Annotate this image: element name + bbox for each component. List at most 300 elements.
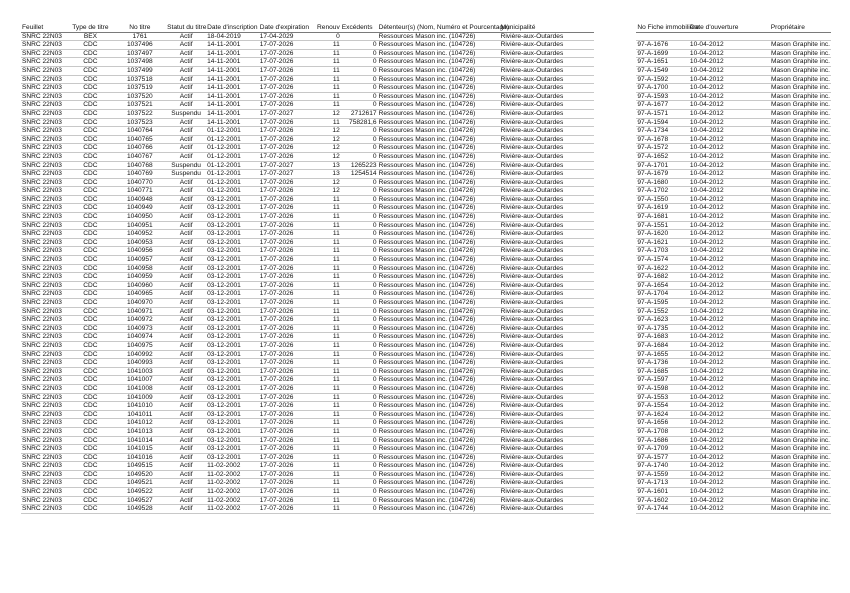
- cell-date-inscription[interactable]: 03-12-2001: [206, 324, 259, 333]
- cell-excedents[interactable]: 0: [341, 66, 378, 75]
- cell-renouv[interactable]: 11: [316, 367, 341, 376]
- cell-date-expiration[interactable]: 17-07-2026: [259, 427, 316, 436]
- cell-date-expiration[interactable]: 17-04-2029: [259, 32, 316, 41]
- cell-renouv[interactable]: 11: [316, 376, 341, 385]
- cell-statut[interactable]: Actif: [166, 299, 206, 308]
- cell-statut[interactable]: Actif: [166, 453, 206, 462]
- cell-proprietaire[interactable]: Mason Graphite inc.: [745, 187, 831, 196]
- cell-type[interactable]: CDC: [67, 453, 113, 462]
- cell-fiche[interactable]: 97-A-1713: [636, 479, 689, 488]
- cell-date-expiration[interactable]: 17-07-2026: [259, 49, 316, 58]
- cell-feuillet[interactable]: SNRC 22N03: [21, 247, 67, 256]
- cell-date-expiration[interactable]: 17-07-2026: [259, 92, 316, 101]
- cell-no-titre[interactable]: 1037496: [114, 41, 167, 50]
- cell-municipalite[interactable]: Rivière-aux-Outardes: [500, 213, 595, 222]
- cell-renouv[interactable]: 11: [316, 41, 341, 50]
- cell-renouv[interactable]: 0: [316, 32, 341, 41]
- cell-excedents[interactable]: [341, 32, 378, 41]
- cell-feuillet[interactable]: SNRC 22N03: [21, 41, 67, 50]
- cell-type[interactable]: CDC: [67, 307, 113, 316]
- cell-renouv[interactable]: 11: [316, 427, 341, 436]
- cell-feuillet[interactable]: SNRC 22N03: [21, 341, 67, 350]
- cell-statut[interactable]: Actif: [166, 118, 206, 127]
- cell-date-expiration[interactable]: 17-07-2026: [259, 213, 316, 222]
- cell-feuillet[interactable]: SNRC 22N03: [21, 75, 67, 84]
- cell-detenteur[interactable]: Ressources Mason inc. (104726): [378, 109, 500, 118]
- cell-municipalite[interactable]: Rivière-aux-Outardes: [500, 84, 595, 93]
- cell-date-inscription[interactable]: 03-12-2001: [206, 419, 259, 428]
- cell-ouverture[interactable]: 10-04-2012: [689, 127, 745, 136]
- header-date-inscription[interactable]: Date d'inscription: [207, 24, 258, 31]
- cell-statut[interactable]: Actif: [166, 178, 206, 187]
- cell-detenteur[interactable]: Ressources Mason inc. (104726): [378, 118, 500, 127]
- cell-feuillet[interactable]: SNRC 22N03: [21, 333, 67, 342]
- cell-renouv[interactable]: 11: [316, 453, 341, 462]
- cell-no-titre[interactable]: 1040958: [114, 264, 167, 273]
- cell-date-inscription[interactable]: 14-11-2001: [206, 49, 259, 58]
- cell-detenteur[interactable]: Ressources Mason inc. (104726): [378, 376, 500, 385]
- cell-date-inscription[interactable]: 01-12-2001: [206, 161, 259, 170]
- cell-municipalite[interactable]: Rivière-aux-Outardes: [500, 307, 595, 316]
- cell-feuillet[interactable]: SNRC 22N03: [21, 221, 67, 230]
- cell-ouverture[interactable]: 10-04-2012: [689, 307, 745, 316]
- cell-proprietaire[interactable]: Mason Graphite inc.: [745, 273, 831, 282]
- cell-renouv[interactable]: 11: [316, 393, 341, 402]
- cell-renouv[interactable]: 11: [316, 281, 341, 290]
- cell-fiche[interactable]: 97-A-1681: [636, 213, 689, 222]
- cell-municipalite[interactable]: Rivière-aux-Outardes: [500, 161, 595, 170]
- cell-detenteur[interactable]: Ressources Mason inc. (104726): [378, 350, 500, 359]
- cell-fiche[interactable]: 97-A-1701: [636, 161, 689, 170]
- cell-date-expiration[interactable]: 17-07-2026: [259, 230, 316, 239]
- cell-excedents[interactable]: 0: [341, 187, 378, 196]
- cell-type[interactable]: CDC: [67, 187, 113, 196]
- cell-municipalite[interactable]: Rivière-aux-Outardes: [500, 359, 595, 368]
- cell-type[interactable]: CDC: [67, 92, 113, 101]
- cell-feuillet[interactable]: SNRC 22N03: [21, 264, 67, 273]
- cell-date-expiration[interactable]: 17-07-2026: [259, 273, 316, 282]
- cell-ouverture[interactable]: 10-04-2012: [689, 213, 745, 222]
- cell-renouv[interactable]: 12: [316, 127, 341, 136]
- cell-excedents[interactable]: 0: [341, 333, 378, 342]
- cell-excedents[interactable]: 0: [341, 178, 378, 187]
- header-detenteur[interactable]: Détenteur(s) (Nom, Numéro et Pourcentage): [378, 24, 510, 31]
- cell-renouv[interactable]: 11: [316, 410, 341, 419]
- cell-no-titre[interactable]: 1040960: [114, 281, 167, 290]
- cell-detenteur[interactable]: Ressources Mason inc. (104726): [378, 316, 500, 325]
- cell-ouverture[interactable]: 10-04-2012: [689, 92, 745, 101]
- cell-date-inscription[interactable]: 11-02-2002: [206, 470, 259, 479]
- cell-date-inscription[interactable]: 03-12-2001: [206, 445, 259, 454]
- cell-excedents[interactable]: 0: [341, 58, 378, 67]
- cell-excedents[interactable]: 0: [341, 479, 378, 488]
- cell-municipalite[interactable]: Rivière-aux-Outardes: [500, 453, 595, 462]
- cell-excedents[interactable]: 0: [341, 367, 378, 376]
- cell-no-titre[interactable]: 1041014: [114, 436, 167, 445]
- cell-statut[interactable]: Actif: [166, 427, 206, 436]
- cell-ouverture[interactable]: 10-04-2012: [689, 170, 745, 179]
- cell-date-inscription[interactable]: 14-11-2001: [206, 58, 259, 67]
- cell-excedents[interactable]: 1254514: [341, 170, 378, 179]
- cell-fiche[interactable]: 97-A-1621: [636, 238, 689, 247]
- cell-date-expiration[interactable]: 17-07-2026: [259, 367, 316, 376]
- cell-excedents[interactable]: 0: [341, 264, 378, 273]
- header-fiche[interactable]: No Fiche immobilière: [637, 24, 700, 31]
- cell-feuillet[interactable]: SNRC 22N03: [21, 436, 67, 445]
- cell-ouverture[interactable]: 10-04-2012: [689, 341, 745, 350]
- cell-statut[interactable]: Actif: [166, 488, 206, 497]
- header-feuillet[interactable]: Feuillet: [21, 24, 67, 32]
- cell-proprietaire[interactable]: Mason Graphite inc.: [745, 290, 831, 299]
- cell-date-inscription[interactable]: 03-12-2001: [206, 195, 259, 204]
- cell-date-inscription[interactable]: 11-02-2002: [206, 505, 259, 514]
- cell-renouv[interactable]: 11: [316, 350, 341, 359]
- cell-type[interactable]: CDC: [67, 436, 113, 445]
- cell-no-titre[interactable]: 1040957: [114, 256, 167, 265]
- cell-fiche[interactable]: 97-A-1619: [636, 204, 689, 213]
- cell-ouverture[interactable]: 10-04-2012: [689, 221, 745, 230]
- cell-fiche[interactable]: 97-A-1677: [636, 101, 689, 110]
- cell-feuillet[interactable]: SNRC 22N03: [21, 58, 67, 67]
- cell-renouv[interactable]: 11: [316, 264, 341, 273]
- cell-date-inscription[interactable]: 03-12-2001: [206, 290, 259, 299]
- cell-ouverture[interactable]: 10-04-2012: [689, 299, 745, 308]
- cell-no-titre[interactable]: 1040972: [114, 316, 167, 325]
- cell-municipalite[interactable]: Rivière-aux-Outardes: [500, 496, 595, 505]
- cell-municipalite[interactable]: Rivière-aux-Outardes: [500, 462, 595, 471]
- header-proprietaire[interactable]: Propriétaire: [745, 24, 831, 32]
- cell-detenteur[interactable]: Ressources Mason inc. (104726): [378, 32, 500, 41]
- cell-municipalite[interactable]: Rivière-aux-Outardes: [500, 427, 595, 436]
- cell-excedents[interactable]: 0: [341, 324, 378, 333]
- cell-date-inscription[interactable]: 03-12-2001: [206, 273, 259, 282]
- cell-proprietaire[interactable]: Mason Graphite inc.: [745, 299, 831, 308]
- cell-detenteur[interactable]: Ressources Mason inc. (104726): [378, 84, 500, 93]
- cell-proprietaire[interactable]: Mason Graphite inc.: [745, 281, 831, 290]
- cell-fiche[interactable]: 97-A-1553: [636, 393, 689, 402]
- cell-renouv[interactable]: 11: [316, 58, 341, 67]
- cell-statut[interactable]: Actif: [166, 324, 206, 333]
- cell-detenteur[interactable]: Ressources Mason inc. (104726): [378, 479, 500, 488]
- cell-fiche[interactable]: 97-A-1744: [636, 505, 689, 514]
- cell-no-titre[interactable]: 1041012: [114, 419, 167, 428]
- cell-excedents[interactable]: 0: [341, 230, 378, 239]
- cell-date-expiration[interactable]: 17-07-2026: [259, 101, 316, 110]
- cell-proprietaire[interactable]: Mason Graphite inc.: [745, 170, 831, 179]
- cell-type[interactable]: CDC: [67, 316, 113, 325]
- cell-ouverture[interactable]: 10-04-2012: [689, 393, 745, 402]
- cell-statut[interactable]: Actif: [166, 256, 206, 265]
- cell-proprietaire[interactable]: Mason Graphite inc.: [745, 221, 831, 230]
- cell-detenteur[interactable]: Ressources Mason inc. (104726): [378, 256, 500, 265]
- cell-proprietaire[interactable]: Mason Graphite inc.: [745, 402, 831, 411]
- cell-feuillet[interactable]: SNRC 22N03: [21, 299, 67, 308]
- cell-date-expiration[interactable]: 17-07-2026: [259, 127, 316, 136]
- cell-statut[interactable]: Actif: [166, 367, 206, 376]
- cell-excedents[interactable]: 0: [341, 453, 378, 462]
- cell-type[interactable]: CDC: [67, 505, 113, 514]
- cell-renouv[interactable]: 11: [316, 66, 341, 75]
- cell-no-titre[interactable]: 1041011: [114, 410, 167, 419]
- cell-excedents[interactable]: 0: [341, 273, 378, 282]
- cell-proprietaire[interactable]: Mason Graphite inc.: [745, 376, 831, 385]
- cell-no-titre[interactable]: 1040770: [114, 178, 167, 187]
- cell-feuillet[interactable]: SNRC 22N03: [21, 410, 67, 419]
- cell-statut[interactable]: Actif: [166, 144, 206, 153]
- cell-renouv[interactable]: 11: [316, 488, 341, 497]
- cell-feuillet[interactable]: SNRC 22N03: [21, 127, 67, 136]
- cell-ouverture[interactable]: 10-04-2012: [689, 350, 745, 359]
- cell-proprietaire[interactable]: Mason Graphite inc.: [745, 445, 831, 454]
- cell-ouverture[interactable]: 10-04-2012: [689, 384, 745, 393]
- cell-date-inscription[interactable]: 03-12-2001: [206, 333, 259, 342]
- cell-renouv[interactable]: 11: [316, 247, 341, 256]
- cell-type[interactable]: CDC: [67, 273, 113, 282]
- cell-renouv[interactable]: 11: [316, 384, 341, 393]
- cell-excedents[interactable]: 0: [341, 75, 378, 84]
- cell-excedents[interactable]: 0: [341, 290, 378, 299]
- cell-municipalite[interactable]: Rivière-aux-Outardes: [500, 367, 595, 376]
- cell-feuillet[interactable]: SNRC 22N03: [21, 316, 67, 325]
- cell-proprietaire[interactable]: Mason Graphite inc.: [745, 324, 831, 333]
- cell-date-expiration[interactable]: 17-07-2026: [259, 333, 316, 342]
- cell-statut[interactable]: Actif: [166, 264, 206, 273]
- cell-excedents[interactable]: 0: [341, 496, 378, 505]
- cell-ouverture[interactable]: 10-04-2012: [689, 333, 745, 342]
- cell-statut[interactable]: Actif: [166, 341, 206, 350]
- cell-detenteur[interactable]: Ressources Mason inc. (104726): [378, 264, 500, 273]
- cell-ouverture[interactable]: 10-04-2012: [689, 290, 745, 299]
- cell-date-expiration[interactable]: 17-07-2026: [259, 118, 316, 127]
- cell-fiche[interactable]: 97-A-1593: [636, 92, 689, 101]
- cell-municipalite[interactable]: Rivière-aux-Outardes: [500, 75, 595, 84]
- cell-type[interactable]: CDC: [67, 118, 113, 127]
- cell-date-expiration[interactable]: 17-07-2026: [259, 479, 316, 488]
- cell-detenteur[interactable]: Ressources Mason inc. (104726): [378, 170, 500, 179]
- cell-no-titre[interactable]: 1037497: [114, 49, 167, 58]
- cell-fiche[interactable]: 97-A-1709: [636, 445, 689, 454]
- cell-proprietaire[interactable]: Mason Graphite inc.: [745, 479, 831, 488]
- cell-detenteur[interactable]: Ressources Mason inc. (104726): [378, 496, 500, 505]
- cell-ouverture[interactable]: 10-04-2012: [689, 161, 745, 170]
- cell-date-inscription[interactable]: 03-12-2001: [206, 204, 259, 213]
- cell-ouverture[interactable]: 10-04-2012: [689, 84, 745, 93]
- cell-proprietaire[interactable]: Mason Graphite inc.: [745, 384, 831, 393]
- cell-ouverture[interactable]: 10-04-2012: [689, 479, 745, 488]
- cell-fiche[interactable]: 97-A-1577: [636, 453, 689, 462]
- cell-detenteur[interactable]: Ressources Mason inc. (104726): [378, 101, 500, 110]
- cell-type[interactable]: CDC: [67, 41, 113, 50]
- cell-renouv[interactable]: 11: [316, 204, 341, 213]
- cell-feuillet[interactable]: SNRC 22N03: [21, 462, 67, 471]
- cell-ouverture[interactable]: 10-04-2012: [689, 281, 745, 290]
- cell-type[interactable]: CDC: [67, 376, 113, 385]
- cell-detenteur[interactable]: Ressources Mason inc. (104726): [378, 204, 500, 213]
- cell-statut[interactable]: Actif: [166, 333, 206, 342]
- cell-proprietaire[interactable]: Mason Graphite inc.: [745, 118, 831, 127]
- cell-no-titre[interactable]: 1040959: [114, 273, 167, 282]
- cell-feuillet[interactable]: SNRC 22N03: [21, 445, 67, 454]
- cell-renouv[interactable]: 11: [316, 341, 341, 350]
- cell-excedents[interactable]: 0: [341, 135, 378, 144]
- cell-fiche[interactable]: 97-A-1654: [636, 281, 689, 290]
- cell-excedents[interactable]: 2712617: [341, 109, 378, 118]
- cell-feuillet[interactable]: SNRC 22N03: [21, 384, 67, 393]
- cell-no-titre[interactable]: 1049528: [114, 505, 167, 514]
- cell-no-titre[interactable]: 1037519: [114, 84, 167, 93]
- cell-type[interactable]: CDC: [67, 299, 113, 308]
- cell-type[interactable]: CDC: [67, 109, 113, 118]
- cell-statut[interactable]: Actif: [166, 479, 206, 488]
- cell-renouv[interactable]: 13: [316, 161, 341, 170]
- cell-municipalite[interactable]: Rivière-aux-Outardes: [500, 488, 595, 497]
- cell-type[interactable]: CDC: [67, 410, 113, 419]
- cell-proprietaire[interactable]: Mason Graphite inc.: [745, 152, 831, 161]
- cell-renouv[interactable]: 12: [316, 187, 341, 196]
- cell-fiche[interactable]: 97-A-1684: [636, 341, 689, 350]
- cell-statut[interactable]: Actif: [166, 419, 206, 428]
- header-type[interactable]: Type de titre: [67, 24, 113, 32]
- header-date-expiration[interactable]: Date d'expiration: [259, 24, 316, 32]
- cell-feuillet[interactable]: SNRC 22N03: [21, 170, 67, 179]
- cell-ouverture[interactable]: 10-04-2012: [689, 359, 745, 368]
- cell-date-inscription[interactable]: 03-12-2001: [206, 316, 259, 325]
- cell-ouverture[interactable]: 10-04-2012: [689, 118, 745, 127]
- cell-date-expiration[interactable]: 17-07-2026: [259, 152, 316, 161]
- cell-municipalite[interactable]: Rivière-aux-Outardes: [500, 299, 595, 308]
- cell-date-inscription[interactable]: 01-12-2001: [206, 170, 259, 179]
- cell-feuillet[interactable]: SNRC 22N03: [21, 178, 67, 187]
- cell-date-expiration[interactable]: 17-07-2026: [259, 204, 316, 213]
- cell-renouv[interactable]: 11: [316, 479, 341, 488]
- cell-ouverture[interactable]: 10-04-2012: [689, 41, 745, 50]
- cell-statut[interactable]: Actif: [166, 393, 206, 402]
- cell-municipalite[interactable]: Rivière-aux-Outardes: [500, 341, 595, 350]
- cell-municipalite[interactable]: Rivière-aux-Outardes: [500, 350, 595, 359]
- cell-type[interactable]: CDC: [67, 350, 113, 359]
- cell-type[interactable]: CDC: [67, 247, 113, 256]
- cell-municipalite[interactable]: Rivière-aux-Outardes: [500, 281, 595, 290]
- cell-excedents[interactable]: 0: [341, 307, 378, 316]
- cell-date-inscription[interactable]: 18-04-2019: [206, 32, 259, 41]
- cell-fiche[interactable]: 97-A-1655: [636, 350, 689, 359]
- cell-detenteur[interactable]: Ressources Mason inc. (104726): [378, 324, 500, 333]
- cell-renouv[interactable]: 11: [316, 75, 341, 84]
- cell-proprietaire[interactable]: Mason Graphite inc.: [745, 238, 831, 247]
- cell-fiche[interactable]: 97-A-1574: [636, 256, 689, 265]
- cell-fiche[interactable]: 97-A-1678: [636, 135, 689, 144]
- cell-no-titre[interactable]: 1040992: [114, 350, 167, 359]
- cell-fiche[interactable]: 97-A-1559: [636, 470, 689, 479]
- cell-date-expiration[interactable]: 17-07-2026: [259, 264, 316, 273]
- cell-statut[interactable]: Actif: [166, 238, 206, 247]
- cell-fiche[interactable]: 97-A-1682: [636, 273, 689, 282]
- cell-detenteur[interactable]: Ressources Mason inc. (104726): [378, 393, 500, 402]
- cell-statut[interactable]: Actif: [166, 187, 206, 196]
- cell-renouv[interactable]: 11: [316, 299, 341, 308]
- cell-ouverture[interactable]: 10-04-2012: [689, 187, 745, 196]
- cell-proprietaire[interactable]: Mason Graphite inc.: [745, 195, 831, 204]
- cell-date-inscription[interactable]: 01-12-2001: [206, 152, 259, 161]
- cell-municipalite[interactable]: Rivière-aux-Outardes: [500, 479, 595, 488]
- cell-no-titre[interactable]: 1049522: [114, 488, 167, 497]
- cell-statut[interactable]: Actif: [166, 273, 206, 282]
- cell-detenteur[interactable]: Ressources Mason inc. (104726): [378, 213, 500, 222]
- cell-proprietaire[interactable]: Mason Graphite inc.: [745, 410, 831, 419]
- cell-proprietaire[interactable]: Mason Graphite inc.: [745, 58, 831, 67]
- cell-proprietaire[interactable]: Mason Graphite inc.: [745, 470, 831, 479]
- cell-excedents[interactable]: 0: [341, 436, 378, 445]
- cell-municipalite[interactable]: Rivière-aux-Outardes: [500, 92, 595, 101]
- cell-no-titre[interactable]: 1037518: [114, 75, 167, 84]
- cell-ouverture[interactable]: 10-04-2012: [689, 376, 745, 385]
- cell-proprietaire[interactable]: Mason Graphite inc.: [745, 496, 831, 505]
- cell-proprietaire[interactable]: Mason Graphite inc.: [745, 264, 831, 273]
- cell-feuillet[interactable]: SNRC 22N03: [21, 195, 67, 204]
- cell-type[interactable]: CDC: [67, 101, 113, 110]
- cell-date-expiration[interactable]: 17-07-2026: [259, 419, 316, 428]
- cell-proprietaire[interactable]: Mason Graphite inc.: [745, 84, 831, 93]
- cell-date-inscription[interactable]: 03-12-2001: [206, 410, 259, 419]
- cell-excedents[interactable]: 0: [341, 281, 378, 290]
- cell-fiche[interactable]: 97-A-1549: [636, 66, 689, 75]
- cell-date-expiration[interactable]: 17-07-2026: [259, 393, 316, 402]
- cell-type[interactable]: CDC: [67, 281, 113, 290]
- cell-proprietaire[interactable]: Mason Graphite inc.: [745, 161, 831, 170]
- cell-statut[interactable]: Actif: [166, 436, 206, 445]
- cell-excedents[interactable]: 0: [341, 127, 378, 136]
- cell-proprietaire[interactable]: Mason Graphite inc.: [745, 350, 831, 359]
- cell-date-inscription[interactable]: 03-12-2001: [206, 256, 259, 265]
- cell-renouv[interactable]: 11: [316, 324, 341, 333]
- cell-date-expiration[interactable]: 17-07-2026: [259, 350, 316, 359]
- cell-type[interactable]: CDC: [67, 402, 113, 411]
- cell-excedents[interactable]: 0: [341, 376, 378, 385]
- cell-detenteur[interactable]: Ressources Mason inc. (104726): [378, 453, 500, 462]
- cell-feuillet[interactable]: SNRC 22N03: [21, 144, 67, 153]
- cell-ouverture[interactable]: 10-04-2012: [689, 256, 745, 265]
- cell-date-expiration[interactable]: 17-07-2026: [259, 58, 316, 67]
- cell-fiche[interactable]: 97-A-1572: [636, 144, 689, 153]
- cell-excedents[interactable]: 0: [341, 316, 378, 325]
- cell-proprietaire[interactable]: Mason Graphite inc.: [745, 367, 831, 376]
- cell-renouv[interactable]: 11: [316, 290, 341, 299]
- cell-type[interactable]: BEX: [67, 32, 113, 41]
- cell-statut[interactable]: Actif: [166, 247, 206, 256]
- cell-no-titre[interactable]: 1041009: [114, 393, 167, 402]
- cell-date-inscription[interactable]: 03-12-2001: [206, 213, 259, 222]
- cell-proprietaire[interactable]: Mason Graphite inc.: [745, 135, 831, 144]
- cell-ouverture[interactable]: 10-04-2012: [689, 75, 745, 84]
- cell-excedents[interactable]: 0: [341, 427, 378, 436]
- cell-ouverture[interactable]: 10-04-2012: [689, 505, 745, 514]
- cell-feuillet[interactable]: SNRC 22N03: [21, 367, 67, 376]
- cell-excedents[interactable]: 0: [341, 204, 378, 213]
- cell-date-expiration[interactable]: 17-07-2026: [259, 178, 316, 187]
- cell-date-inscription[interactable]: 03-12-2001: [206, 307, 259, 316]
- cell-ouverture[interactable]: 10-04-2012: [689, 316, 745, 325]
- cell-renouv[interactable]: 11: [316, 213, 341, 222]
- cell-type[interactable]: CDC: [67, 462, 113, 471]
- cell-ouverture[interactable]: 10-04-2012: [689, 453, 745, 462]
- cell-statut[interactable]: Actif: [166, 505, 206, 514]
- cell-type[interactable]: CDC: [67, 470, 113, 479]
- cell-date-inscription[interactable]: 03-12-2001: [206, 350, 259, 359]
- cell-proprietaire[interactable]: Mason Graphite inc.: [745, 341, 831, 350]
- cell-detenteur[interactable]: Ressources Mason inc. (104726): [378, 152, 500, 161]
- cell-feuillet[interactable]: SNRC 22N03: [21, 118, 67, 127]
- cell-statut[interactable]: Actif: [166, 58, 206, 67]
